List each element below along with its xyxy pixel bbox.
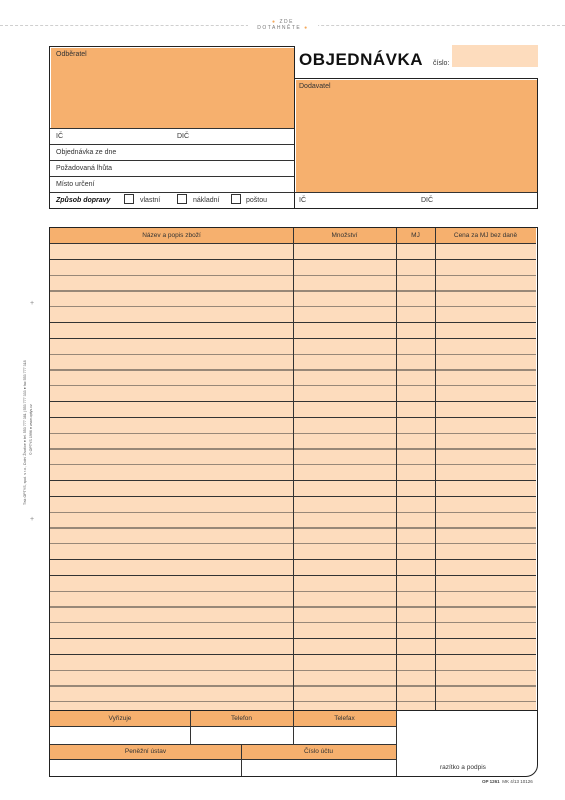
- bank-field[interactable]: [50, 760, 241, 777]
- handled-by-label: Vyřizuje: [108, 715, 132, 722]
- buyer-row-line: [50, 160, 294, 161]
- items-header-unit: MJ: [411, 232, 420, 239]
- buyer-row-line: [50, 176, 294, 177]
- supplier-dic-label: DIČ: [421, 197, 434, 204]
- items-header-name: Název a popis zboží: [142, 232, 201, 239]
- deadline-label: Požadovaná lhůta: [56, 165, 113, 172]
- publisher-side-text-2: © OPTYS 1996 ● www.optys.cz: [29, 404, 33, 455]
- shipping-own-label: vlastní: [140, 197, 161, 204]
- shipping-post-label: poštou: [246, 197, 268, 204]
- items-table: [49, 227, 538, 711]
- supplier-ic-label: IČ: [299, 197, 306, 204]
- publisher-side-text: Tisk OPTYS, spol. s r.o., Dolní Životice ● tel. 553 777 381 | 553 777 333 ● fax 553 777 318: [23, 360, 27, 505]
- stamp-label: razítko a podpis: [440, 764, 486, 771]
- phone-field[interactable]: [191, 727, 293, 744]
- order-title: OBJEDNÁVKA: [299, 50, 424, 69]
- account-number-label: Číslo účtu: [304, 748, 333, 755]
- fax-label: Telefax: [334, 715, 355, 722]
- order-date-label: Objednávka ze dne: [56, 149, 117, 156]
- buyer-address-area[interactable]: [51, 48, 294, 128]
- buyer-divider: [50, 128, 294, 129]
- phone-label: Telefon: [231, 715, 252, 722]
- shipping-freight-checkbox[interactable]: [177, 194, 187, 204]
- supplier-title: Dodavatel: [299, 83, 331, 90]
- destination-label: Místo určení: [56, 181, 95, 188]
- buyer-row-line: [50, 192, 294, 193]
- registration-mark-top: +: [30, 300, 35, 307]
- items-col-line: [396, 228, 397, 711]
- buyer-ic-label: IČ: [56, 133, 63, 140]
- shipping-freight-label: nákladní: [193, 197, 220, 204]
- shipping-own-checkbox[interactable]: [124, 194, 134, 204]
- order-number-field[interactable]: [452, 45, 538, 67]
- buyer-row-line: [50, 144, 294, 145]
- supplier-address-area[interactable]: [296, 80, 537, 192]
- shipping-label: Způsob dopravy: [56, 197, 111, 204]
- account-number-field[interactable]: [242, 760, 396, 777]
- handled-by-field[interactable]: [50, 727, 190, 744]
- form-code: OP 1261 MK 4/13 10126: [482, 779, 533, 784]
- items-col-line: [435, 228, 436, 711]
- footer-table: [49, 710, 538, 777]
- buyer-dic-label: DIČ: [177, 133, 190, 140]
- supplier-divider: [295, 192, 537, 193]
- items-header-price: Cena za MJ bez daně: [453, 232, 518, 239]
- glue-strip-label: ● ZDE DOTAHNĚTE ●: [248, 19, 318, 31]
- items-col-line: [293, 228, 294, 711]
- order-number-label: číslo:: [433, 60, 450, 67]
- items-header-quantity: Množství: [331, 232, 358, 239]
- shipping-post-checkbox[interactable]: [231, 194, 241, 204]
- fax-field[interactable]: [294, 727, 396, 744]
- registration-mark-bottom: +: [30, 516, 35, 523]
- bank-label: Peněžní ústav: [124, 748, 167, 755]
- buyer-title: Odběratel: [56, 51, 87, 58]
